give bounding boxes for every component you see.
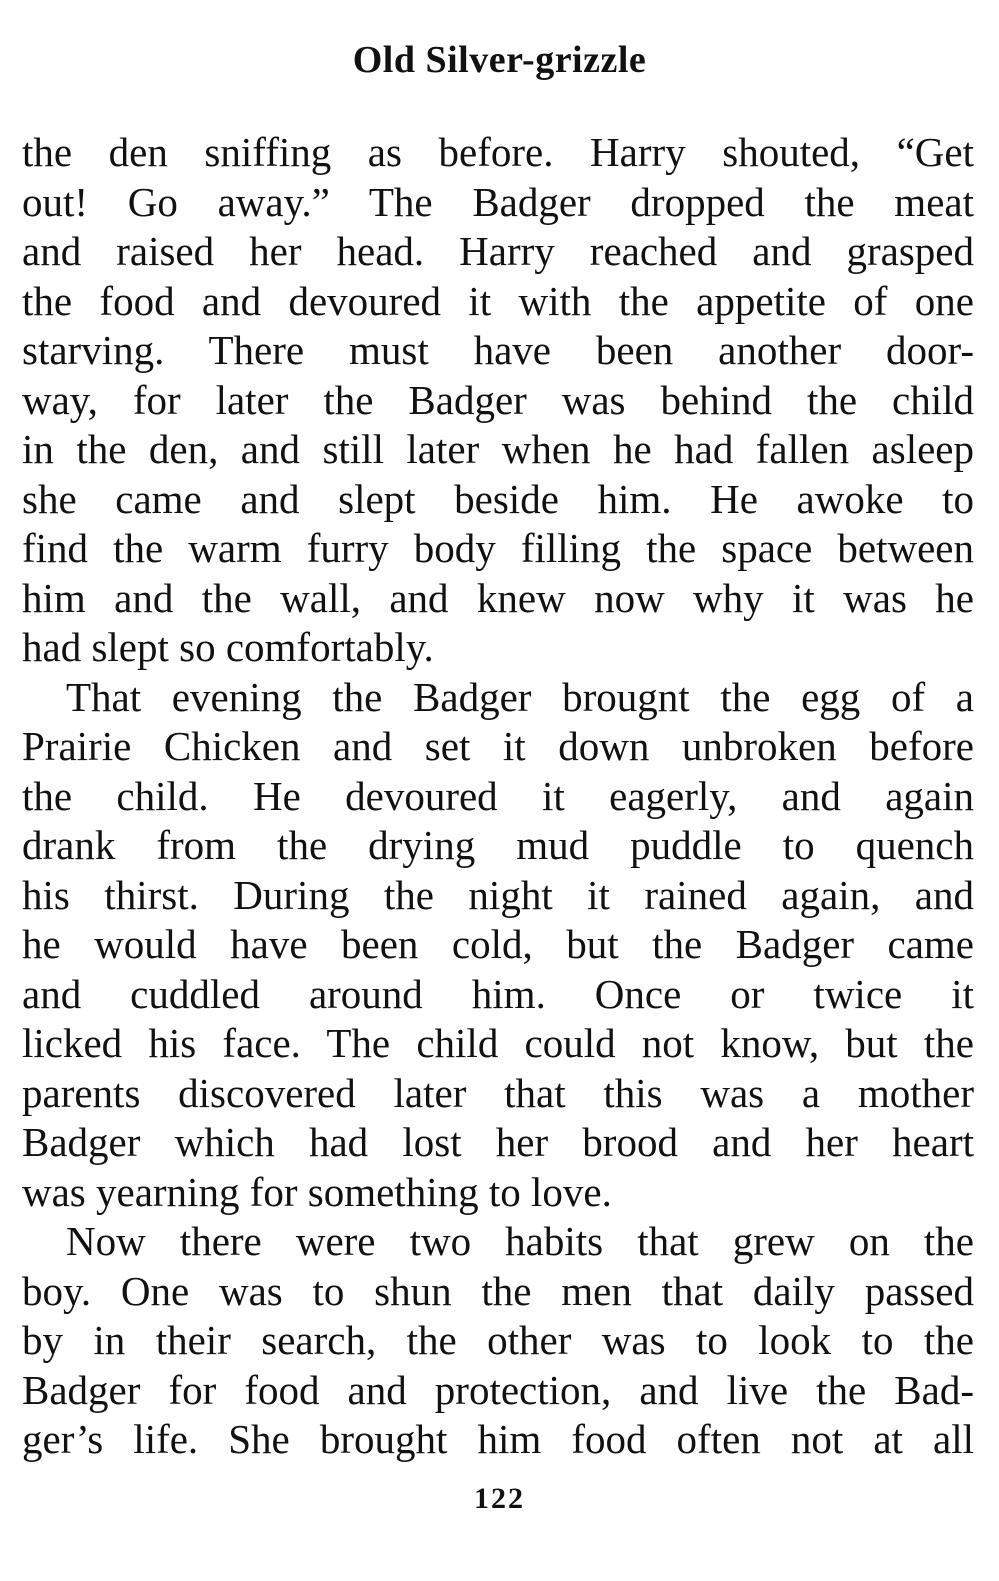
text-line: in the den, and still later when he had fallen asleep (22, 426, 974, 472)
text-line: boy. One was to shun the men that daily passed (22, 1267, 974, 1314)
text-line: way, for later the Badger was behind the child (22, 376, 974, 423)
text-line: find the warm furry body filling the space between (22, 525, 974, 571)
text-line: and raised her head. Harry reached and grasped (22, 228, 974, 274)
text-line: the food and devoured it with the appetite of one (22, 277, 974, 324)
running-head: Old Silver-grizzle (352, 39, 647, 81)
text-line: the den sniffing as before. Harry shouted, “Get (22, 129, 974, 175)
text-line: had slept so comfortably. (22, 624, 434, 670)
text-line: she came and slept beside him. He awoke to (22, 475, 974, 522)
text-line: the child. He devoured it eagerly, and again (22, 772, 974, 819)
text-line: him and the wall, and knew now why it was he (22, 574, 974, 621)
text-line: starving. There must have been another door- (22, 327, 974, 373)
text-line: he would have been cold, but the Badger came (22, 921, 974, 967)
text-line: was yearning for something to love. (22, 1168, 612, 1215)
text-line: ger’s life. She brought him food often not at all (22, 1416, 974, 1462)
text-line: out! Go away.” The Badger dropped the meat (22, 178, 974, 225)
text-line: by in their search, the other was to look to the (22, 1317, 974, 1363)
body-text (22, 128, 974, 1465)
text-line: parents discovered later that this was a mother (22, 1069, 974, 1116)
text-line: drank from the drying mud puddle to quench (22, 822, 974, 868)
text-line: Badger which had lost her brood and her heart (22, 1119, 974, 1165)
page-number: 122 (474, 1482, 525, 1515)
text-line: his thirst. During the night it rained again, and (22, 871, 974, 918)
text-line: That evening the Badger brougnt the egg of a (66, 673, 974, 720)
text-line: Now there were two habits that grew on the (66, 1218, 974, 1264)
text-line: and cuddled around him. Once or twice it (22, 970, 974, 1017)
text-line: licked his face. The child could not know, but the (22, 1020, 974, 1066)
text-line: Prairie Chicken and set it down unbroken before (22, 723, 974, 769)
text-line: Badger for food and protection, and live the Bad- (22, 1366, 974, 1413)
